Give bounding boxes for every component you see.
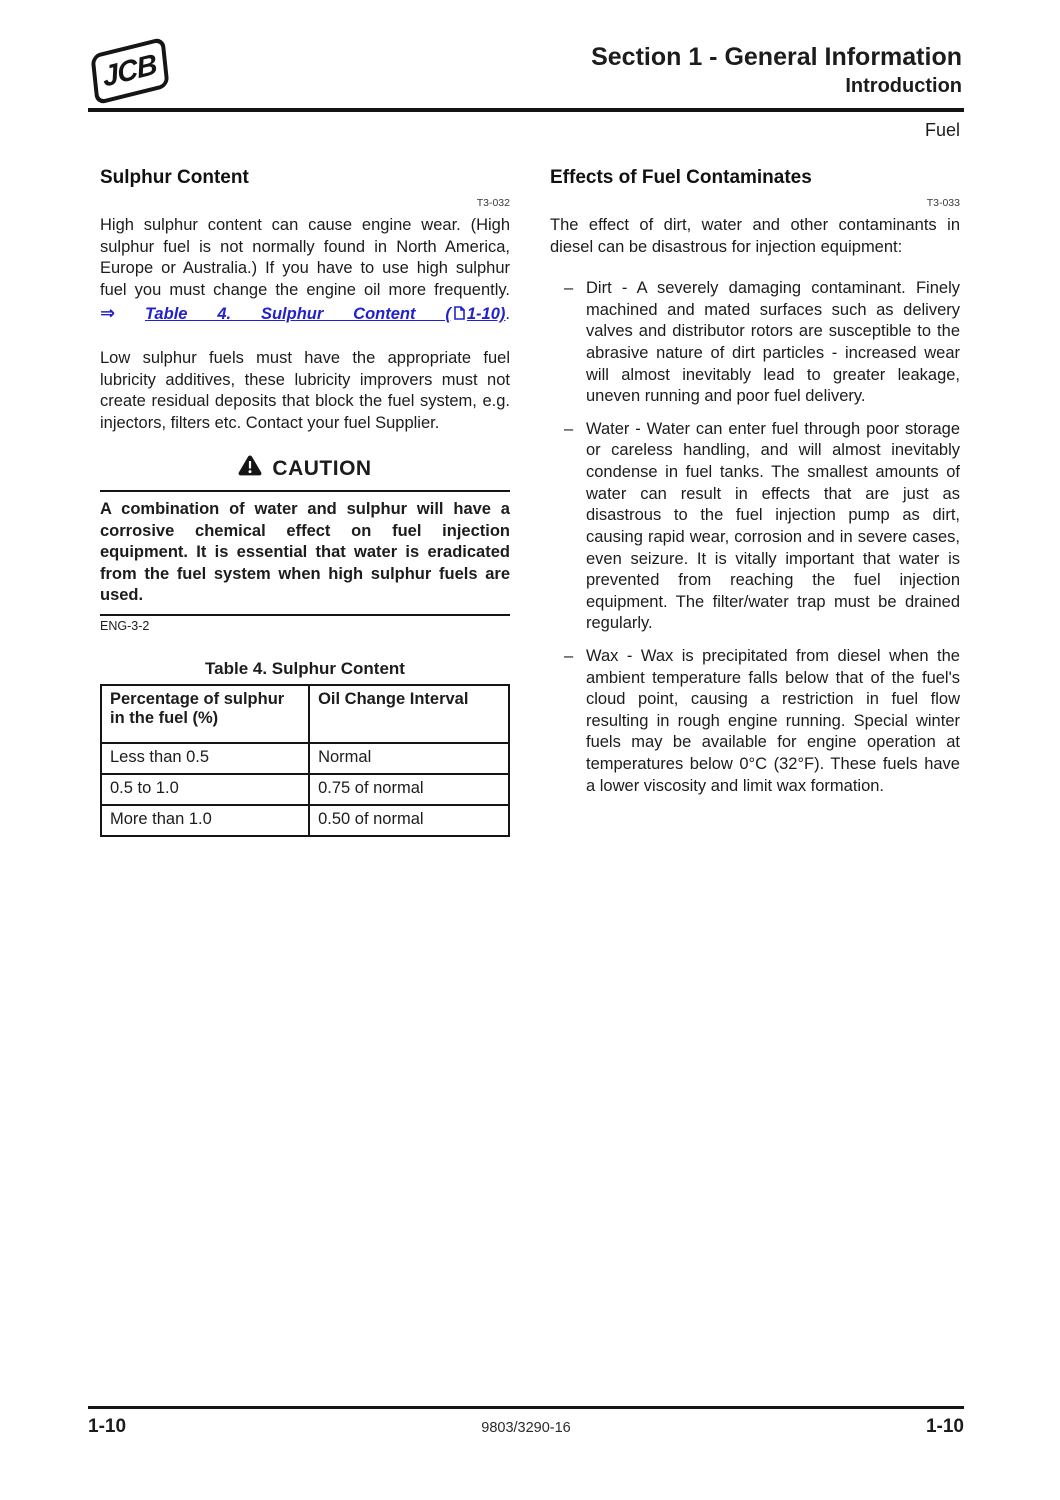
table-cell: 0.75 of normal	[309, 774, 509, 805]
caution-code: ENG-3-2	[100, 618, 150, 633]
table-cell: Less than 0.5	[101, 743, 309, 774]
warning-triangle-icon	[238, 455, 262, 482]
jcb-logo-text: JCB	[101, 47, 159, 94]
right-column	[550, 167, 960, 837]
caution-block	[100, 455, 510, 632]
footer-page-number-left: 1-10	[88, 1416, 127, 1437]
table-header-percentage: Percentage of sulphur in the fuel (%)	[101, 685, 309, 743]
footer-publication-number: 9803/3290-16	[481, 1420, 571, 1436]
page-footer	[88, 1406, 964, 1438]
table-4-link[interactable]	[145, 305, 505, 323]
ref-code-t3-033: T3-033	[926, 197, 960, 209]
table-cell: 0.50 of normal	[309, 805, 509, 836]
paragraph-contaminants-intro: The effect of dirt, water and other contaminants in diesel can be disastrous for injection equipment:	[550, 216, 960, 256]
heading-fuel-contaminates: Effects of Fuel Contaminates	[550, 167, 812, 188]
table-row	[101, 743, 509, 774]
subsection-title: Introduction	[845, 75, 962, 97]
table-caption: Table 4. Sulphur Content	[205, 658, 405, 678]
page-header	[0, 0, 1060, 98]
caution-title-row	[100, 455, 510, 482]
footer-page-number-right: 1-10	[925, 1416, 964, 1437]
table-row	[101, 774, 509, 805]
contaminants-list	[550, 278, 960, 797]
sulphur-content-table	[100, 684, 510, 837]
table-4-link-page: 1-10)	[466, 305, 506, 324]
caution-title: CAUTION	[272, 456, 372, 480]
list-item-water	[550, 419, 960, 635]
heading-sulphur-content: Sulphur Content	[100, 167, 249, 188]
content-columns	[0, 141, 1060, 837]
paragraph-sulphur	[100, 215, 510, 327]
footer-rule	[88, 1406, 964, 1409]
caution-body: A combination of water and sulphur will have a corrosive chemical effect on fuel injection equipment. It is essential that water is eradicated from the fuel system when high sulphur fuels are used.	[100, 500, 510, 605]
footer-row	[88, 1416, 964, 1438]
list-item-text: Water - Water can enter fuel through poor storage or careless handling, and will almost inevitably condense in fuel tanks. The smallest amounts of water can result in effects that are just as disastrous to the fuel injection pump as dirt, causing rapid wear, corrosion and in severe cases, even seizure. It is vitally important that water is prevented from reaching the fuel injection equipment. The filter/water trap must be drained regularly.	[586, 419, 960, 633]
header-titles	[591, 42, 962, 98]
jcb-logo	[90, 37, 169, 106]
dash-bullet: –	[564, 646, 574, 665]
list-item-text: Wax - Wax is precipitated from diesel when the ambient temperature falls below that of the fuel's cloud point, causing a restriction in fuel flow resulting in rough engine running. Special winter fuels may be available for engine operation at temperatures below 0°C (32°F). These fuels have a lower viscosity and limit wax formation.	[586, 646, 960, 795]
table-4-link-text: Table 4. Sulphur Content (	[144, 305, 451, 324]
page-topic: Fuel	[924, 120, 960, 140]
table-cell: Normal	[309, 743, 509, 774]
table-4-link-line	[100, 302, 510, 327]
paragraph-low-sulphur: Low sulphur fuels must have the appropriate fuel lubricity additives, these lubricity improvers must not create residual deposits that block the fuel system, e.g. injectors, filters etc. Contact your fuel Supplier.	[100, 349, 510, 432]
table-header-interval: Oil Change Interval	[309, 685, 509, 743]
table-cell: 0.5 to 1.0	[101, 774, 309, 805]
table-row	[101, 805, 509, 836]
link-terminator: .	[505, 305, 510, 324]
left-column	[100, 167, 510, 837]
link-arrow-icon: ⇒	[100, 303, 116, 324]
section-title: Section 1 - General Information	[591, 43, 962, 71]
dash-bullet: –	[564, 419, 574, 438]
dash-bullet: –	[564, 279, 574, 298]
caution-rule-bottom	[100, 614, 510, 616]
table-header-row	[101, 685, 509, 743]
ref-code-t3-032: T3-032	[476, 197, 510, 209]
paragraph-sulphur-text: High sulphur content can cause engine wear. (High sulphur fuel is not normally found in North America, Europe or Australia.) If you have to use high sulphur fuel you must change the engine oil more frequently.	[100, 216, 510, 299]
caution-rule-top	[100, 490, 510, 492]
list-item-wax	[550, 646, 960, 797]
document-page-icon	[454, 305, 465, 327]
list-item-dirt	[550, 278, 960, 408]
list-item-text: Dirt - A severely damaging contaminant. Finely machined and mated surfaces such as delivery valves and distributor rotors are susceptible to the abrasive nature of dirt particles - increased wear will almost inevitably lead to greater leakage, uneven running and poor fuel delivery.	[586, 279, 960, 406]
table-cell: More than 1.0	[101, 805, 309, 836]
